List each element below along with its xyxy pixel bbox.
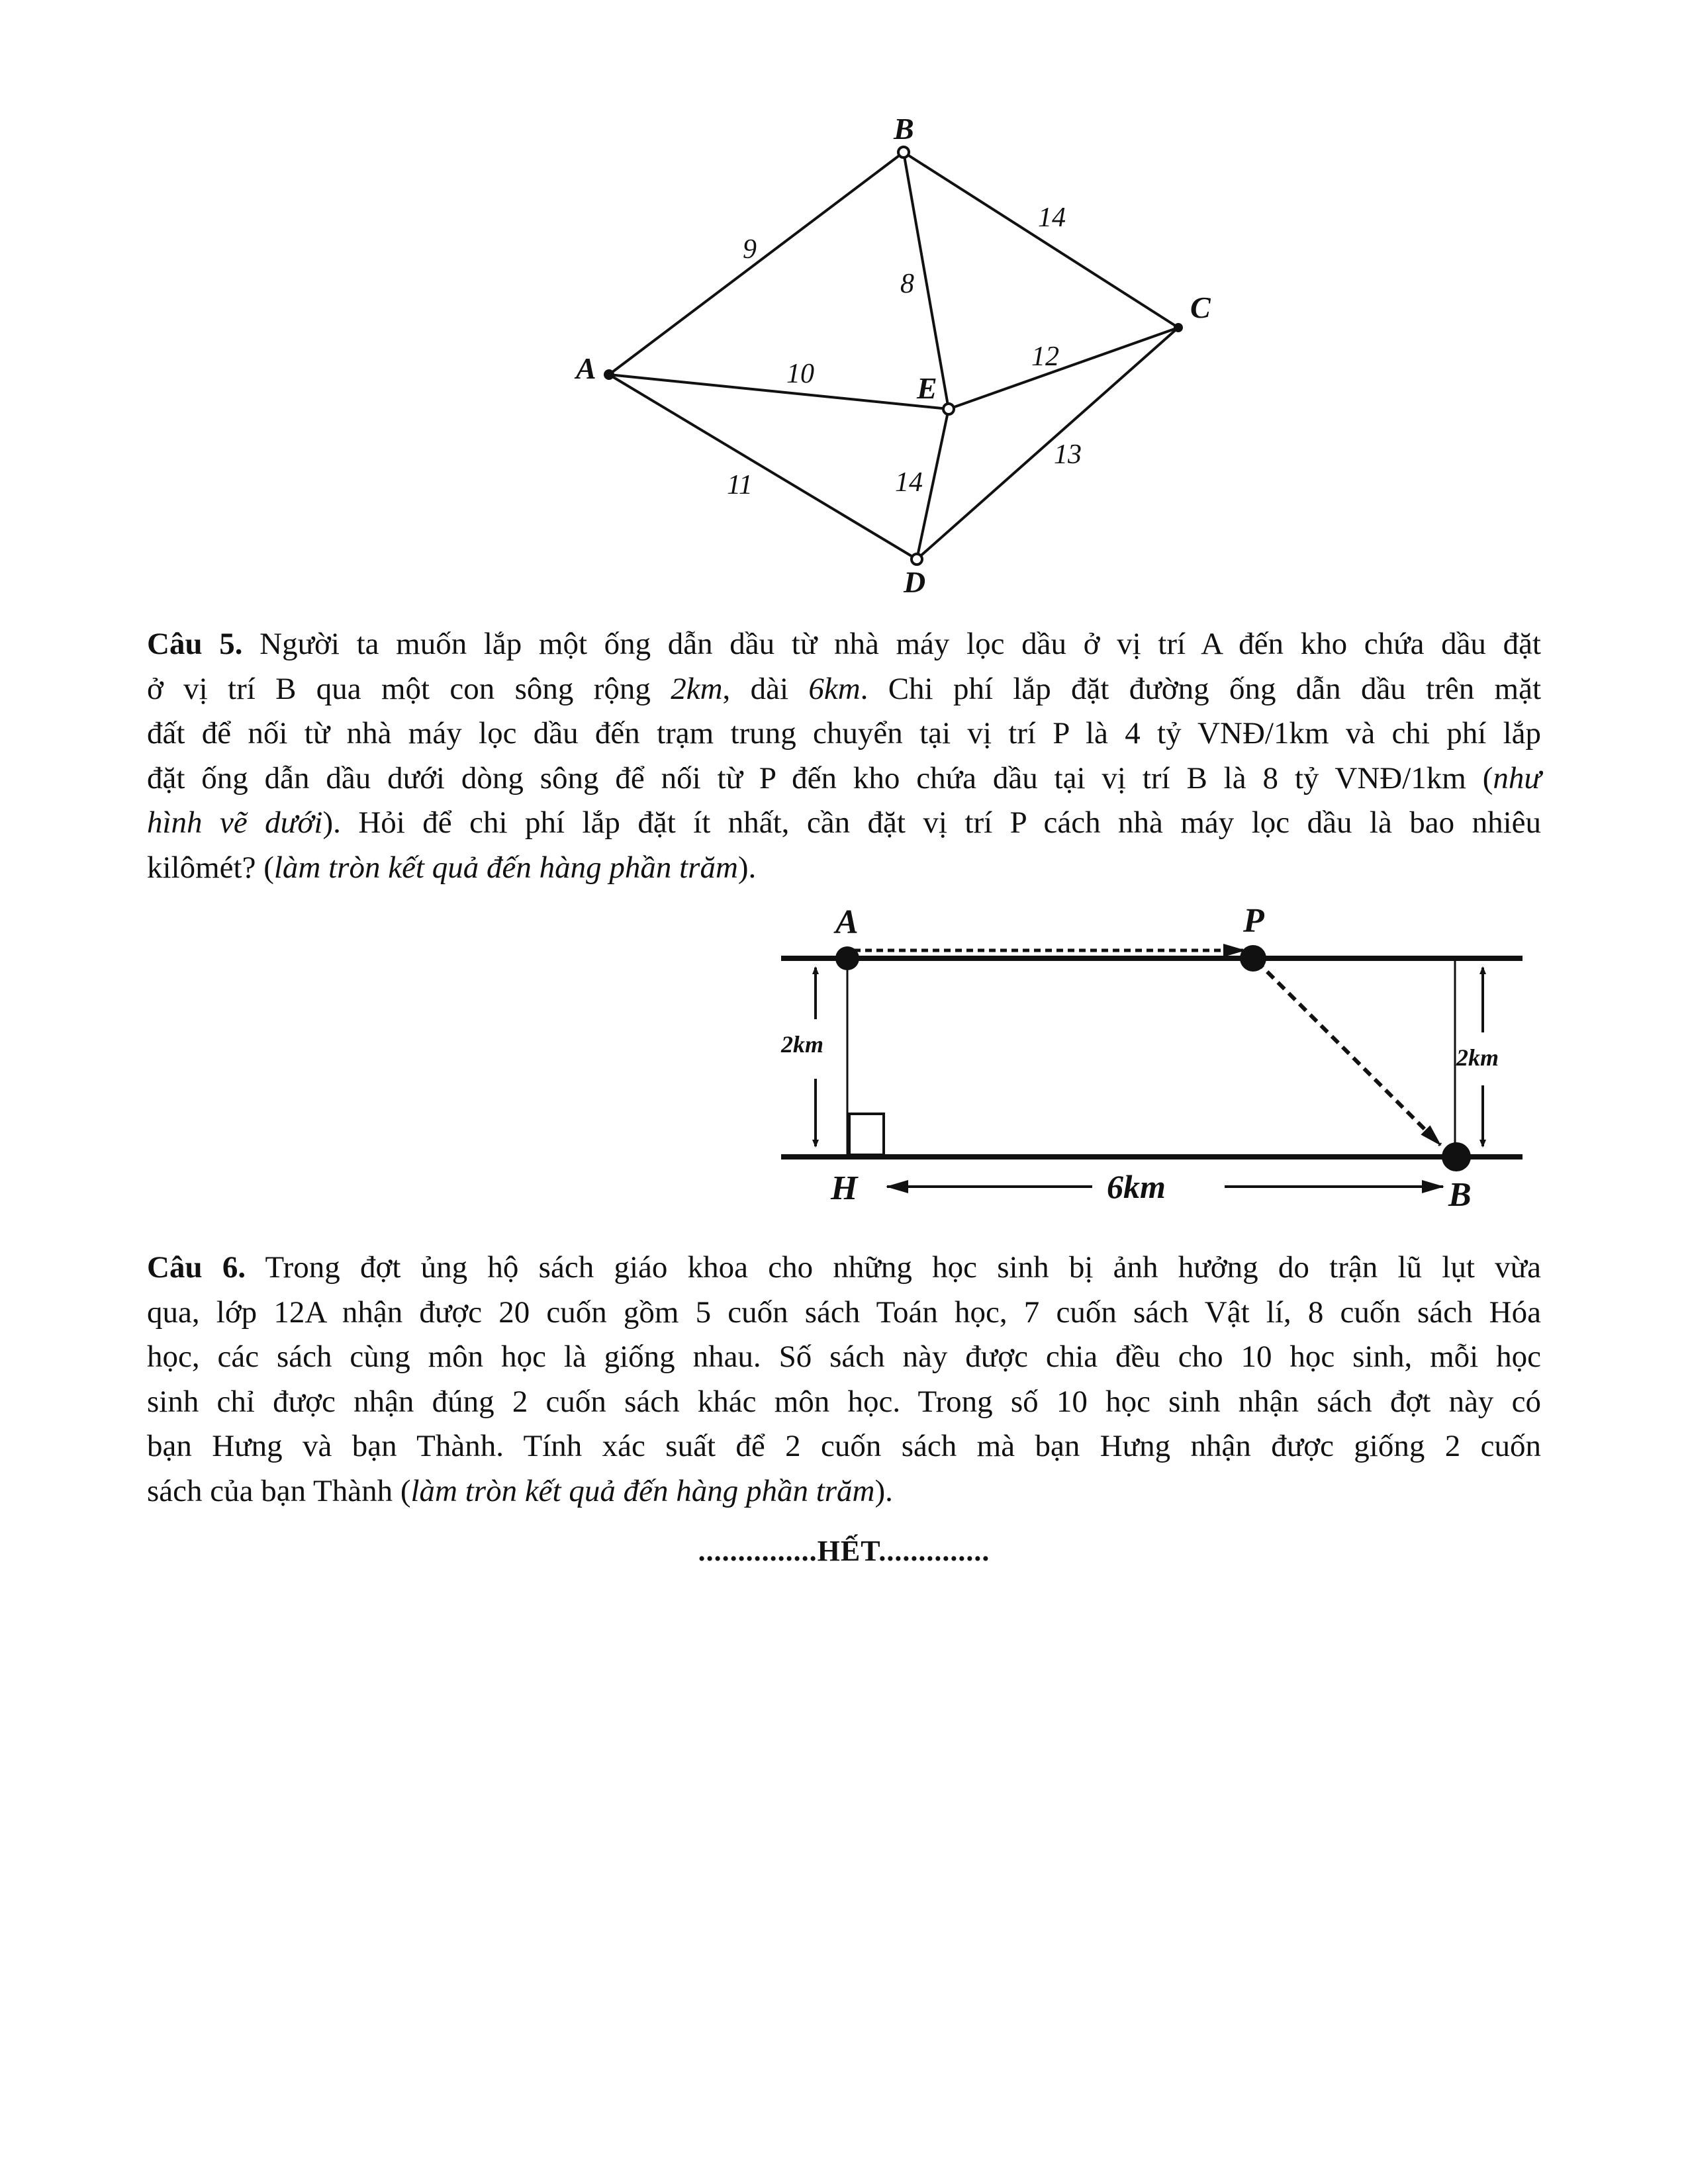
- q6-text-4: sinh chỉ được nhận đúng 2 cuốn sách khác môn học. Trong số 10 học sinh nhận sách đợt này có: [147, 1384, 1541, 1419]
- end-marker: ...............HẾT..............: [698, 1535, 990, 1567]
- q5-text-6i: làm tròn kết quả đến hàng phần trăm: [273, 850, 738, 885]
- q6-line-1: [147, 1246, 1541, 1291]
- q5-text-1: Người ta muốn lắp một ống dẫn dầu từ nhà máy lọc dầu ở vị trí A đến kho chứa dầu đặt: [259, 627, 1541, 661]
- q5-text-3: đất để nối từ nhà máy lọc dầu đến trạm trung chuyển tại vị trí P là 4 tỷ VNĐ/1km và chi phí lắp: [147, 716, 1541, 751]
- vertex-c-label: C: [1190, 291, 1211, 324]
- question-6: [147, 1246, 1541, 1514]
- q6-line-3: [147, 1335, 1541, 1380]
- q6-line-2: [147, 1291, 1541, 1336]
- edge-weight-e-d: 14: [895, 467, 923, 498]
- q5-text-6a: kilômét? (: [147, 850, 274, 885]
- q5-label: Câu 5.: [147, 627, 243, 661]
- right-angle-mark: [849, 1114, 884, 1155]
- q5-text-4a: đặt ống dẫn dầu dưới dòng sông để nối từ P đến kho chứa dầu tại vị trí B là 8 tỷ VNĐ/1km (: [147, 760, 1493, 796]
- q5-text-5b: ). Hỏi để chi phí lắp đặt ít nhất, cần đặt vị trí P cách nhà máy lọc dầu là bao nhiêu: [322, 805, 1541, 840]
- edge-weight-a-e: 10: [786, 359, 814, 389]
- q5-text-6b: ).: [737, 850, 757, 885]
- q5-text-2b: , dài: [722, 671, 809, 706]
- q5-text-4i: như: [1493, 760, 1541, 796]
- path-p-b: [1256, 961, 1440, 1145]
- label-p: P: [1243, 902, 1264, 940]
- vertex-e-label: E: [917, 371, 937, 405]
- q5-text-2a: ở vị trí B qua một con sông rộng: [147, 671, 671, 706]
- q5-river-width: 2km: [671, 671, 723, 706]
- edge-weight-b-c: 14: [1038, 203, 1066, 233]
- q5-text-2c: . Chi phí lắp đặt đường ống dẫn dầu trên mặt: [860, 671, 1541, 706]
- point-p: [1240, 945, 1266, 972]
- edge-weight-d-c: 13: [1054, 439, 1082, 470]
- point-b: [1442, 1142, 1471, 1171]
- label-width-right: 2km: [1456, 1044, 1499, 1071]
- q6-label: Câu 6.: [147, 1250, 246, 1285]
- vertex-b-label: B: [894, 112, 914, 146]
- label-a: A: [835, 903, 859, 941]
- vertex-a-label: A: [576, 351, 596, 385]
- q6-line-5: [147, 1424, 1541, 1469]
- q5-river-length: 6km: [808, 671, 861, 706]
- label-length: 6km: [1107, 1168, 1166, 1205]
- q6-text-6i: làm tròn kết quả đến hàng phần trăm: [410, 1473, 875, 1508]
- edge-weight-a-d: 11: [727, 470, 753, 500]
- q6-text-6b: ).: [874, 1473, 893, 1508]
- q6-text-2: qua, lớp 12A nhận được 20 cuốn gồm 5 cuốn sách Toán học, 7 cuốn sách Vật lí, 8 cuốn sách Hóa: [147, 1295, 1541, 1330]
- q6-text-1: Trong đợt ủng hộ sách giáo khoa cho những học sinh bị ảnh hưởng do trận lũ lụt vừa: [265, 1250, 1541, 1285]
- vertex-d-label: D: [904, 565, 926, 599]
- edge-weight-b-e: 8: [900, 269, 914, 299]
- edge-weight-e-c: 12: [1031, 341, 1059, 372]
- point-a: [835, 946, 859, 970]
- label-b: B: [1448, 1176, 1472, 1214]
- q6-line-6: [147, 1469, 1541, 1514]
- q5-text-5i: hình vẽ dưới: [147, 805, 323, 840]
- q6-text-3: học, các sách cùng môn học là giống nhau. Số sách này được chia đều cho 10 học sinh, mỗi học: [147, 1340, 1541, 1374]
- q6-line-4: [147, 1380, 1541, 1425]
- q6-text-5: bạn Hưng và bạn Thành. Tính xác suất để 2 cuốn sách mà bạn Hưng nhận được giống 2 cuốn: [147, 1429, 1541, 1463]
- label-width-left: 2km: [781, 1031, 824, 1058]
- q6-text-6a: sách của bạn Thành (: [147, 1473, 411, 1508]
- label-h: H: [831, 1169, 858, 1207]
- edge-weight-a-b: 9: [743, 234, 757, 265]
